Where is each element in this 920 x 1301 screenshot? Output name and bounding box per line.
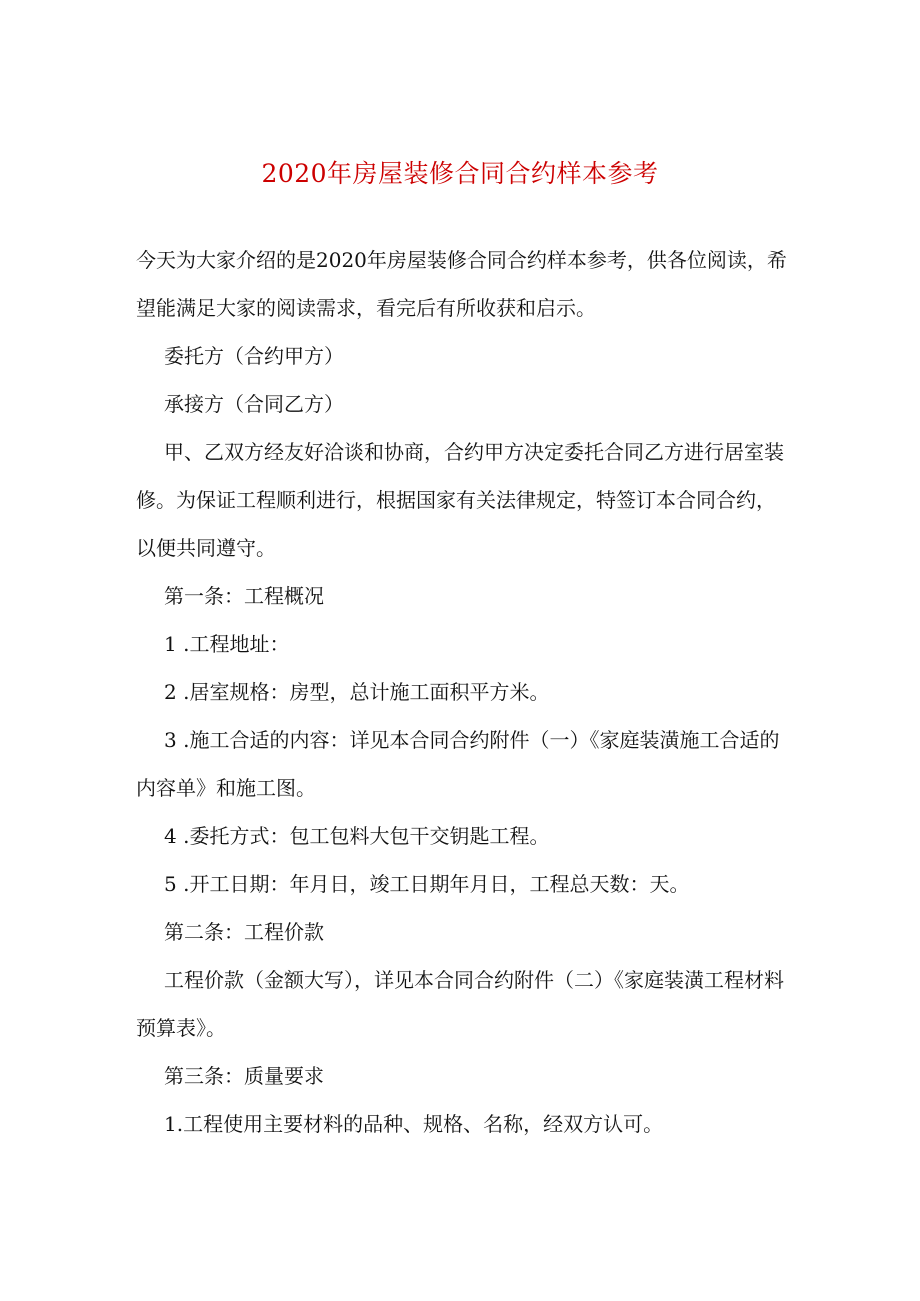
- article-1-item-5: 5 .开工日期：年月日，竣工日期年月日，工程总天数：天。: [164, 872, 690, 896]
- article-3-heading: 第三条：质量要求: [164, 1064, 324, 1088]
- document-title: 2020年房屋装修合同合约样本参考: [261, 159, 659, 188]
- agreement-paragraph: 甲、乙双方经友好洽谈和协商，合约甲方决定委托合同乙方进行居室装修。为保证工程顺利进行，根据国家有关法律规定，特签订本合同合约，以便共同遵守。: [136, 440, 784, 560]
- party-b-line: 承接方（合同乙方）: [164, 392, 344, 416]
- article-2-paragraph: 工程价款（金额大写），详见本合同合约附件（二）《家庭装潢工程材料预算表》。: [136, 968, 784, 1040]
- article-1-heading: 第一条：工程概况: [164, 584, 324, 608]
- article-3-item-1: 1.工程使用主要材料的品种、规格、名称，经双方认可。: [164, 1112, 664, 1136]
- document-body: [136, 236, 792, 1148]
- intro-paragraph: 今天为大家介绍的是2020年房屋装修合同合约样本参考，供各位阅读，希望能满足大家的阅读需求，看完后有所收获和启示。: [136, 248, 787, 320]
- party-a-line: 委托方（合约甲方）: [164, 344, 344, 368]
- article-1-item-2: 2 .居室规格：房型，总计施工面积平方米。: [164, 680, 550, 704]
- article-1-item-4: 4 .委托方式：包工包料大包干交钥匙工程。: [164, 824, 550, 848]
- article-1-item-3: 3 .施工合适的内容：详见本合同合约附件（一）《家庭装潢施工合适的内容单》和施工图。: [136, 728, 780, 800]
- article-2-heading: 第二条：工程价款: [164, 920, 324, 944]
- article-1-item-1: 1 .工程地址：: [164, 632, 290, 656]
